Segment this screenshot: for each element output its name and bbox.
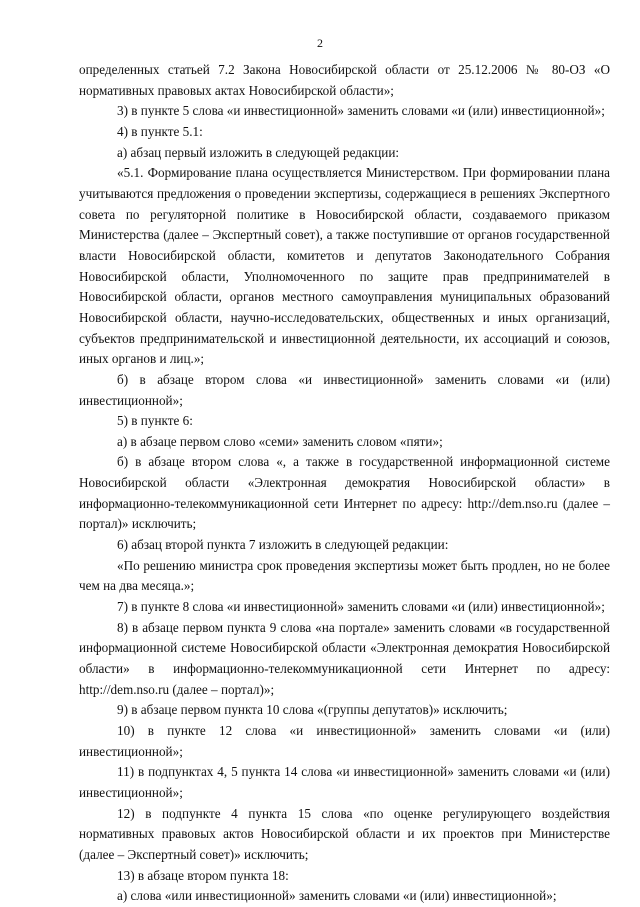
paragraph-continuation: определенных статьей 7.2 Закона Новосибирской области от 25.12.2006 № 80-ОЗ «О нормативных правовых актах Новосибирской области»;	[79, 62, 610, 98]
paragraph-item-9: 9) в абзаце первом пункта 10 слова «(группы депутатов)» исключить;	[117, 702, 508, 718]
paragraph-item-4b: б) в абзаце втором слова «и инвестиционной» заменить словами «и (или) инвестиционной»;	[79, 371, 610, 408]
paragraph-quoted-extension: «По решению министра срок проведения экспертизы может быть продлен, но не более чем на два месяца.»;	[79, 557, 610, 594]
paragraph-item-8: 8) в абзаце первом пункта 9 слова «на портале» заменить словами «в государственной информационной системе Новосибирской области «Электронная демократия Новосибирской области» в информационно-телекоммуникационной сети Интернет по адресу: http://dem.nso.ru (далее – портал)»;	[79, 619, 610, 697]
page-number: 2	[317, 36, 323, 50]
paragraph-item-12: 12) в подпункте 4 пункта 15 слова «по оценке регулирующего воздействия нормативных правовых актов Новосибирской области и их проектов при Министерстве (далее – Экспертный совет)» исключить;	[79, 805, 610, 862]
paragraph-item-13a: а) слова «или инвестиционной» заменить словами «и (или) инвестиционной»;	[117, 888, 557, 904]
paragraph-item-4a: а) абзац первый изложить в следующей редакции:	[117, 144, 400, 160]
paragraph-item-11: 11) в подпунктах 4, 5 пункта 14 слова «и инвестиционной» заменить словами «и (или) инвестиционной»;	[79, 764, 610, 800]
paragraph-quoted-5-1: «5.1. Формирование плана осуществляется Министерством. При формировании плана учитываются предложения о проведении экспертизы, содержащиеся в решениях Экспертного совета по регуляторной политике в Новосибирской области, создаваемого приказом Министерства (далее – Экспертный совет), а также поступившие от органов государственной власти Новосибирской области, комитетов и депутатов Законодательного Собрания Новосибирской области, Уполномоченного по защите прав предпринимателей в Новосибирской области, органов местного самоуправления муниципальных образований Новосибирской области, научно-исследовательских, общественных и иных организаций, субъектов предпринимательской и инвестиционной деятельности, их ассоциаций и союзов, иных органов и лиц.»;	[79, 165, 610, 367]
paragraph-item-5a: а) в абзаце первом слово «семи» заменить словом «пяти»;	[117, 433, 443, 449]
paragraph-item-6: 6) абзац второй пункта 7 изложить в следующей редакции:	[117, 537, 449, 553]
paragraph-item-13: 13) в абзаце втором пункта 18:	[117, 867, 289, 883]
paragraph-item-4: 4) в пункте 5.1:	[117, 123, 203, 139]
paragraph-item-5b: б) в абзаце втором слова «, а также в государственной информационной системе Новосибирской области «Электронная демократия Новосибирской области» в информационно-телекоммуникационной сети Интернет по адресу: http://dem.nso.ru (далее – портал)» исключить;	[79, 454, 610, 532]
paragraph-item-7: 7) в пункте 8 слова «и инвестиционной» заменить словами «и (или) инвестиционной»;	[117, 599, 605, 615]
paragraph-item-5: 5) в пункте 6:	[117, 413, 193, 429]
paragraph-item-3: 3) в пункте 5 слова «и инвестиционной» заменить словами «и (или) инвестиционной»;	[117, 103, 605, 119]
paragraph-item-10: 10) в пункте 12 слова «и инвестиционной» заменить словами «и (или) инвестиционной»;	[79, 723, 610, 759]
document-body	[79, 60, 610, 907]
